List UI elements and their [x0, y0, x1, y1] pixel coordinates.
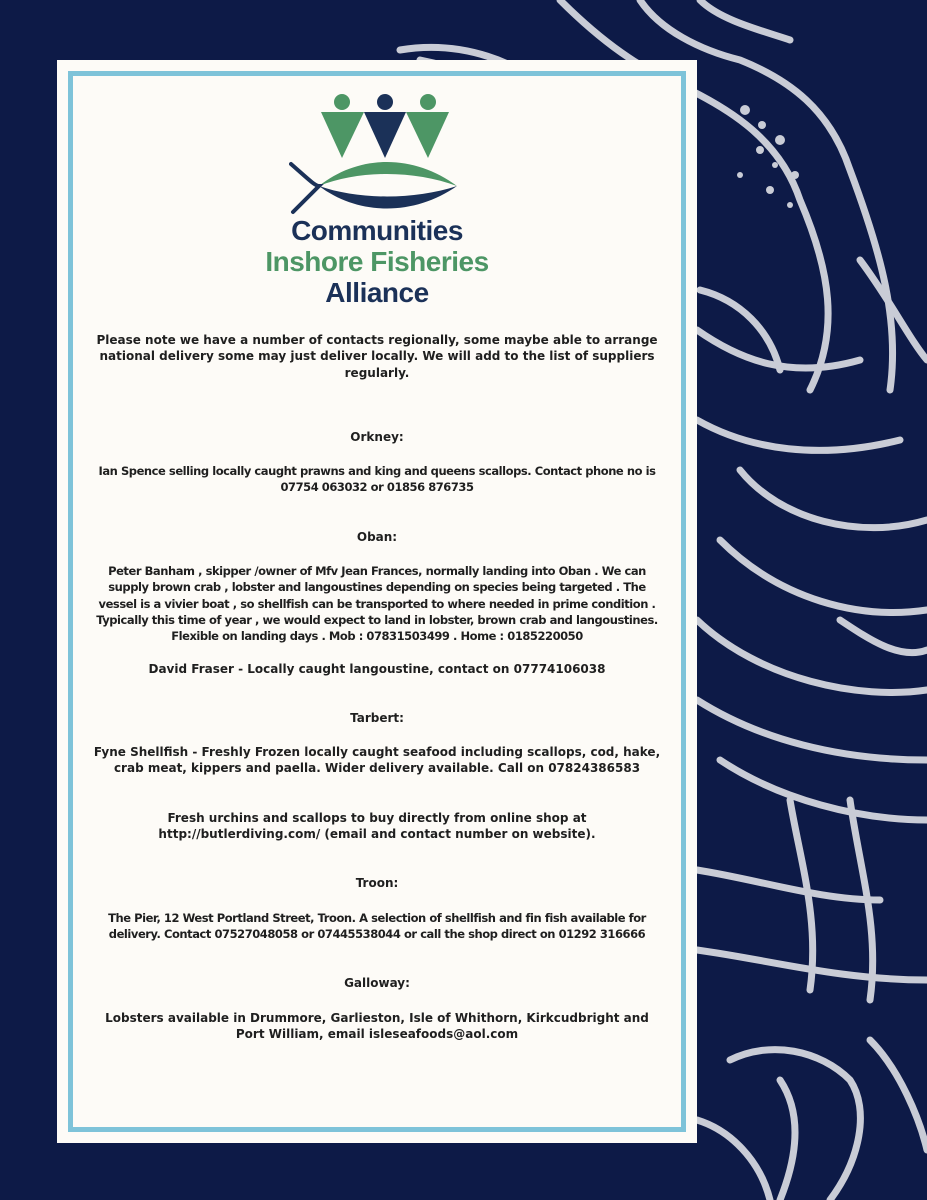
oban-entry-peter-banham: Peter Banham , skipper /owner of Mfv Jean Frances, normally landing into Oban . We can supply brown crab , lobster and langoustines depending on species being targeted . The vessel is a vivier boat , so shellfish can be transported to where needed in prime condition . Typically this time of year , we would expect to land in lobster, brown crab and langoustines. Flexible on landing days . Mob : 07831503499 . Home : 0185220050 — [96, 564, 658, 644]
tarbert-heading: Tarbert: — [350, 710, 404, 725]
tarbert-entry-butler-diving: Fresh urchins and scallops to buy directly from online shop at http://butlerdiving.com/ (email and contact number on website). — [158, 810, 596, 842]
supplier-content — [91, 332, 663, 1042]
cifa-logo — [57, 60, 697, 310]
people-icon — [315, 92, 455, 162]
logo-line-communities: Communities — [291, 215, 463, 246]
intro-note: Please note we have a number of contacts regionally, some maybe able to arrange national delivery some may just deliver locally. We will add to the list of suppliers regularly. — [96, 333, 658, 380]
troon-heading: Troon: — [355, 876, 399, 891]
galloway-entry: Lobsters available in Drummore, Garlieston, Isle of Whithorn, Kirkcudbright and Port William, email isleseafoods@aol.com — [105, 1010, 649, 1041]
orkney-heading: Orkney: — [350, 429, 404, 444]
oban-heading: Oban: — [356, 529, 398, 544]
logo-line-alliance: Alliance — [325, 277, 429, 308]
oban-entry-david-fraser: David Fraser - Locally caught langoustine, contact on 07774106038 — [148, 661, 606, 676]
galloway-heading: Galloway: — [344, 976, 410, 991]
fish-icon — [289, 156, 467, 216]
supplier-list-card — [57, 60, 697, 1143]
troon-entry: The Pier, 12 West Portland Street, Troon. A selection of shellfish and fin fish available for delivery. Contact 07527048058 or 07445538044 or call the shop direct on 01292 316666 — [108, 910, 646, 941]
orkney-entry: Ian Spence selling locally caught prawns and king and queens scallops. Contact phone no is 07754 063032 or 01856 876735 — [98, 464, 656, 495]
logo-line-inshore-fisheries: Inshore Fisheries — [265, 246, 489, 277]
tarbert-entry-fyne-shellfish: Fyne Shellfish - Freshly Frozen locally caught seafood including scallops, cod, hake, crab meat, kippers and paella. Wider delivery available. Call on 07824386583 — [93, 745, 661, 776]
